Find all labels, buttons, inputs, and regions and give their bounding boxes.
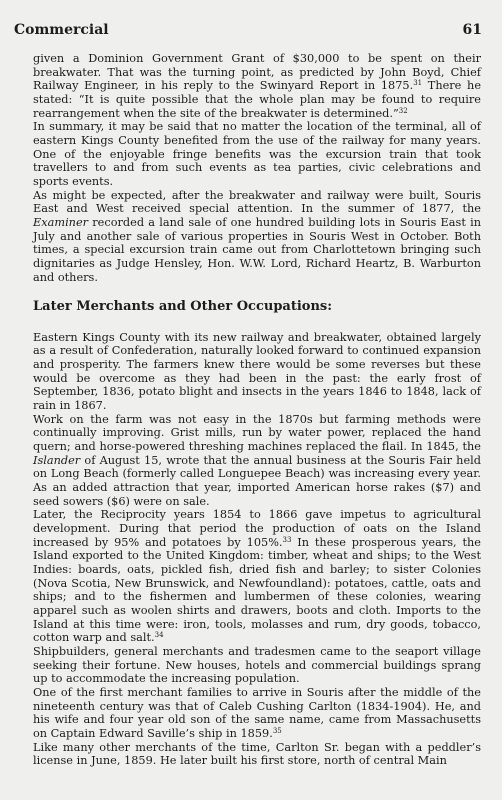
- paragraph: Shipbuilders, general merchants and tradesmen came to the seaport village seeking their fortune. New houses, hotels and commercial buildings sprang up to accommodate the increasing population.: [33, 644, 481, 686]
- section-heading: Later Merchants and Other Occupations:: [33, 299, 333, 315]
- section-title: Commercial: [14, 22, 109, 38]
- paragraph: Later, the Reciprocity years 1854 to 1866 gave impetus to agricultural development. During that period the production of oats on the Island increased by 95% and potatoes by 105%.$^{33}$ In these prosperous years, the Island exported to the United Kingdom: timber, wheat and ships; to the West Indies: boards, oats, pickled fish, dried fish and barley; to sister Colonies (Nova Scotia, New Brunswick, and Newfoundland): potatoes, cattle, oats and ships; and to the fishermen and lumbermen of these colonies, wearing apparel such as woolen shirts and drawers, boots and cloth. Imports to the Island at this time were: iron, tools, molasses and rum, dry goods, tobacco, cotton warp and salt.$^{34}$: [33, 508, 481, 645]
- running-header: [14, 22, 482, 38]
- paragraph: Eastern Kings County with its new railway and breakwater, obtained largely as a result of Confederation, naturally looked forward to continued expansion and prosperity. The farmers knew there would be some reverses but these would be overcome as they had been in the past: the early frost of September, 1836, potato blight and insects in the years 1846 to 1848, lack of rain in 1867.: [33, 330, 481, 413]
- newspaper-title: Examiner: [33, 215, 89, 229]
- paragraph: As might be expected, after the breakwater and railway were built, Souris East and West received special attention. In the summer of 1877, the Examiner recorded a land sale of one hundred building lots in Souris East in July and another sale of various properties in Souris West in October. Both times, a special excursion train came out from Charlottetown bringing such dignitaries as Judge Hensley, Hon. W.W. Lord, Richard Heartz, B. Warburton and others.: [33, 188, 481, 284]
- paragraph: given a Dominion Government Grant of $30,000 to be spent on their breakwater. That was the turning point, as predicted by John Boyd, Chief Railway Engineer, in his reply to the Swinyard Report in 1875.31 There he stated: “It is quite possible that the whole plan may be found to require rearrangement when the site of the breakwater is determined.”$^{32}$: [33, 52, 481, 120]
- footnote-ref: 35: [272, 726, 282, 735]
- page-number: 61: [462, 22, 482, 38]
- paragraph: Work on the farm was not easy in the 1870s but farming methods were continually improving. Grist mills, run by water power, replaced the hand quern; and horse-powered threshing machines replaced the flail. In 1845, the Islander of August 15, wrote that the annual business at the Souris Fair held on Long Beach (formerly called Longuepee Beach) was increasing every year. As an added attraction that year, imported American horse rakes ($7) and seed sowers ($6) were on sale.: [33, 412, 481, 508]
- body-text: [33, 52, 481, 768]
- footnote-ref: 33: [282, 535, 292, 544]
- footnote-ref: 32: [398, 106, 408, 115]
- footnote-ref: 31: [413, 79, 423, 88]
- paragraph: In summary, it may be said that no matter the location of the terminal, all of eastern Kings County benefited from the use of the railway for many years. One of the enjoyable fringe benefits was the excursion train that took travellers to and from such events as tea parties, civic celebrations and sports events.: [33, 120, 481, 188]
- paragraph: Like many other merchants of the time, Carlton Sr. began with a peddler’s license in June, 1859. He later built his first store, north of central Main: [33, 740, 481, 768]
- footnote-ref: 34: [154, 631, 164, 640]
- newspaper-title: Islander: [33, 453, 81, 467]
- paragraph: One of the first merchant families to arrive in Souris after the middle of the nineteenth century was that of Caleb Cushing Carlton (1834-1904). He, and his wife and four year old son of the same name, came from Massachusetts on Captain Edward Saville’s ship in 1859.35: [33, 685, 481, 740]
